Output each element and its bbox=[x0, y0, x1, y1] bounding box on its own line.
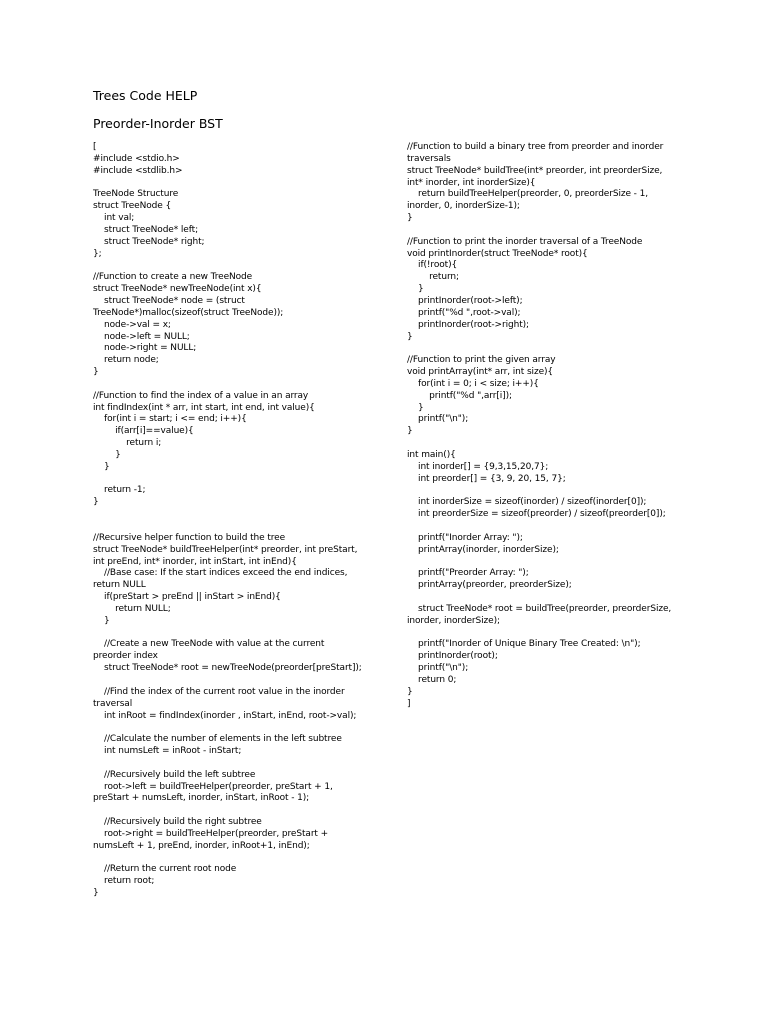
code-line: //Calculate the number of elements in the left subtree bbox=[93, 734, 342, 745]
code-line: printf("\n"); bbox=[407, 663, 469, 674]
code-line bbox=[93, 521, 363, 533]
code-line bbox=[93, 805, 363, 817]
code-line: //Recursively build the right subtree bbox=[93, 817, 262, 828]
code-line: ] bbox=[407, 698, 411, 709]
code-line: } bbox=[93, 367, 99, 378]
code-line: #include <stdlib.h> bbox=[93, 165, 183, 176]
code-line bbox=[407, 557, 675, 569]
code-line: int preorderSize = sizeof(preorder) / sizeof(preorder[0]); bbox=[407, 509, 666, 520]
code-line bbox=[93, 675, 363, 687]
code-line: return i; bbox=[93, 438, 162, 449]
code-line bbox=[407, 225, 675, 237]
code-line: struct TreeNode* root = buildTree(preorder, preorderSize, inorder, inorderSize); bbox=[407, 603, 674, 626]
code-line: printf("%d ",arr[i]); bbox=[407, 390, 512, 401]
code-line bbox=[407, 628, 675, 640]
code-line: for(int i = start; i <= end; i++){ bbox=[93, 414, 247, 425]
code-line: void printInorder(struct TreeNode* root){ bbox=[407, 248, 588, 259]
code-line: for(int i = 0; i < size; i++){ bbox=[407, 378, 539, 389]
code-line: } bbox=[93, 449, 121, 460]
code-line bbox=[93, 178, 363, 190]
code-line bbox=[93, 509, 363, 521]
code-line: struct TreeNode* newTreeNode(int x){ bbox=[93, 284, 262, 295]
code-line: struct TreeNode* buildTreeHelper(int* preorder, int preStart, int preEnd, int* inorder, int inStart, int inEnd){ bbox=[93, 544, 361, 567]
code-line: //Function to print the inorder traversal of a TreeNode bbox=[407, 236, 643, 247]
code-line: } bbox=[407, 426, 413, 437]
code-line: [ bbox=[93, 142, 97, 152]
code-line: //Function to find the index of a value in an array bbox=[93, 390, 309, 401]
code-line: } bbox=[407, 284, 424, 295]
code-line: printf("Preorder Array: "); bbox=[407, 568, 529, 579]
document-title: Trees Code HELP bbox=[93, 88, 198, 103]
code-line: //Function to create a new TreeNode bbox=[93, 272, 253, 283]
code-line bbox=[407, 485, 675, 497]
code-line: if(arr[i]==value){ bbox=[93, 426, 194, 437]
code-line: printInorder(root->left); bbox=[407, 295, 523, 306]
code-line: //Recursive helper function to build the tree bbox=[93, 532, 286, 543]
code-line: int inRoot = findIndex(inorder , inStart, inEnd, root->val); bbox=[93, 710, 357, 721]
code-line bbox=[93, 628, 363, 640]
code-line: printf("Inorder of Unique Binary Tree Created: \n"); bbox=[407, 639, 641, 650]
code-line: printf("%d ",root->val); bbox=[407, 307, 521, 318]
code-line: printInorder(root); bbox=[407, 651, 498, 662]
code-line: node->left = NULL; bbox=[93, 331, 190, 342]
code-line: } bbox=[93, 888, 99, 899]
code-line: //Recursively build the left subtree bbox=[93, 769, 256, 780]
code-line: } bbox=[407, 331, 413, 342]
code-line bbox=[407, 343, 675, 355]
code-line: //Function to build a binary tree from preorder and inorder traversals bbox=[407, 142, 667, 164]
code-line: int findIndex(int * arr, int start, int end, int value){ bbox=[93, 402, 315, 413]
code-line: //Create a new TreeNode with value at the current preorder index bbox=[93, 639, 328, 662]
code-line: int inorder[] = {9,3,15,20,7}; bbox=[407, 461, 549, 472]
code-line: #include <stdio.h> bbox=[93, 153, 180, 164]
code-line: node->val = x; bbox=[93, 319, 171, 330]
code-line bbox=[93, 853, 363, 865]
code-line: struct TreeNode* buildTree(int* preorder, int preorderSize, int* inorder, int inorderSize){ bbox=[407, 165, 666, 188]
code-line: printf("Inorder Array: "); bbox=[407, 532, 523, 543]
code-line bbox=[93, 474, 363, 486]
code-line: return node; bbox=[93, 355, 159, 366]
code-line: struct TreeNode { bbox=[93, 201, 172, 212]
code-line: } bbox=[407, 686, 413, 697]
code-line: root->right = buildTreeHelper(preorder, preStart + numsLeft + 1, preEnd, inorder, inRoot+1, inEnd); bbox=[93, 828, 331, 851]
code-line: if(!root){ bbox=[407, 260, 458, 271]
code-line: printArray(inorder, inorderSize); bbox=[407, 544, 559, 555]
code-line: return -1; bbox=[93, 485, 146, 496]
code-line bbox=[407, 592, 675, 604]
code-line: printf("\n"); bbox=[407, 414, 469, 425]
code-line: } bbox=[93, 615, 110, 626]
document-subtitle: Preorder-Inorder BST bbox=[93, 116, 223, 131]
code-line: //Base case: If the start indices exceed the end indices, return NULL bbox=[93, 568, 351, 591]
code-line bbox=[407, 521, 675, 533]
code-line: struct TreeNode* root = newTreeNode(preorder[preStart]); bbox=[93, 663, 362, 674]
code-column-right bbox=[407, 142, 675, 711]
code-line bbox=[93, 722, 363, 734]
code-line: struct TreeNode* right; bbox=[93, 236, 205, 247]
code-line bbox=[93, 758, 363, 770]
code-line: node->right = NULL; bbox=[93, 343, 197, 354]
code-line: return 0; bbox=[407, 674, 457, 685]
code-line: root->left = buildTreeHelper(preorder, preStart + 1, preStart + numsLeft, inorder, inStart, inRoot - 1); bbox=[93, 781, 336, 804]
code-line: }; bbox=[93, 248, 102, 259]
code-line: TreeNode Structure bbox=[93, 189, 179, 200]
code-line: //Return the current root node bbox=[93, 864, 237, 875]
code-line: struct TreeNode* left; bbox=[93, 224, 199, 235]
code-line: } bbox=[93, 461, 110, 472]
code-line: return; bbox=[407, 272, 459, 283]
code-line: printInorder(root->right); bbox=[407, 319, 529, 330]
code-line: int main(){ bbox=[407, 449, 456, 460]
code-line: printArray(preorder, preorderSize); bbox=[407, 580, 572, 591]
code-line: //Function to print the given array bbox=[407, 355, 556, 366]
code-line: int numsLeft = inRoot - inStart; bbox=[93, 746, 242, 757]
code-line: return buildTreeHelper(preorder, 0, preorderSize - 1, inorder, 0, inorderSize-1); bbox=[407, 189, 651, 212]
code-line: //Find the index of the current root value in the inorder traversal bbox=[93, 686, 348, 709]
code-line: struct TreeNode* node = (struct TreeNode*)malloc(sizeof(struct TreeNode)); bbox=[93, 295, 284, 318]
code-line: int inorderSize = sizeof(inorder) / sizeof(inorder[0]); bbox=[407, 497, 647, 508]
code-line bbox=[407, 438, 675, 450]
code-line: int val; bbox=[93, 213, 135, 224]
code-line bbox=[93, 379, 363, 391]
code-line: return root; bbox=[93, 876, 155, 887]
code-line bbox=[93, 260, 363, 272]
code-line: } bbox=[407, 402, 424, 413]
code-line: } bbox=[407, 213, 413, 224]
code-line: } bbox=[93, 497, 99, 508]
code-line: if(preStart > preEnd || inStart > inEnd){ bbox=[93, 592, 281, 603]
code-line: return NULL; bbox=[93, 603, 171, 614]
code-line: int preorder[] = {3, 9, 20, 15, 7}; bbox=[407, 473, 566, 484]
code-line: void printArray(int* arr, int size){ bbox=[407, 367, 554, 378]
code-column-left bbox=[93, 142, 363, 900]
